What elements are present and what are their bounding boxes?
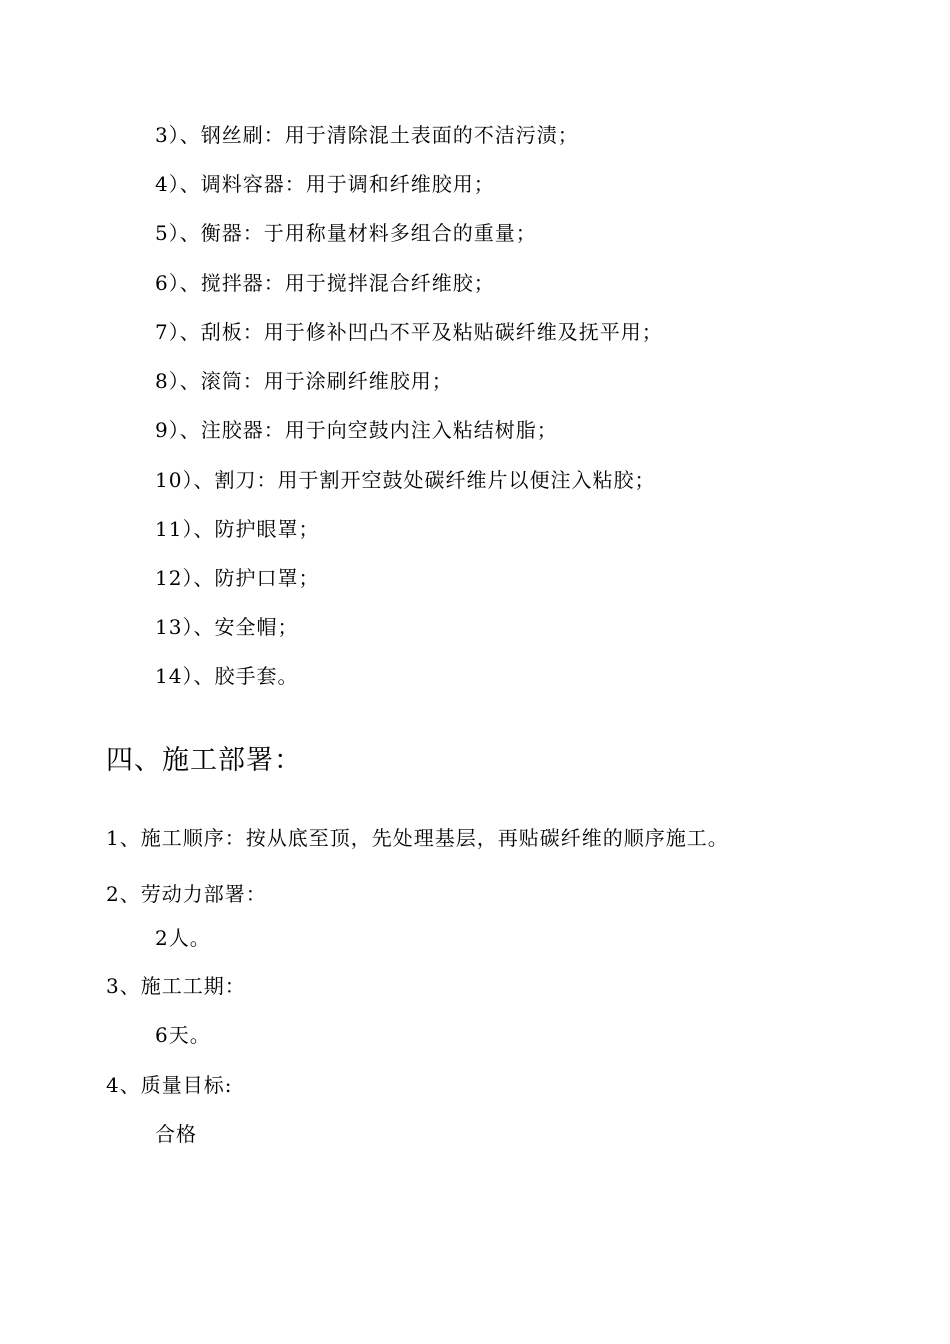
tool-item: 12）、防护口罩； [155,566,320,590]
tool-item: 7）、刮板：用于修补凹凸不平及粘贴碳纤维及抚平用； [155,320,663,344]
deployment-value-quality: 合格 [155,1122,197,1146]
deployment-value-duration: 6天。 [155,1023,211,1047]
deployment-item-duration: 3、施工工期： [106,974,246,998]
tool-item: 6）、搅拌器：用于搅拌混合纤维胶； [155,271,495,295]
deployment-item-labor: 2、劳动力部署： [106,882,267,906]
tool-item: 5）、衡器：于用称量材料多组合的重量； [155,221,537,245]
tool-item: 9）、注胶器：用于向空鼓内注入粘结树脂； [155,418,558,442]
tool-item: 8）、滚筒：用于涂刷纤维胶用； [155,369,453,393]
tool-item: 3）、钢丝刷：用于清除混土表面的不洁污渍； [155,123,579,147]
section-heading: 四、施工部署： [106,745,302,776]
deployment-item-quality: 4、质量目标: [106,1073,233,1097]
tool-item: 13）、安全帽； [155,615,299,639]
tool-item: 11）、防护眼罩； [155,517,320,541]
tool-item: 4）、调料容器：用于调和纤维胶用； [155,172,495,196]
deployment-value-labor: 2人。 [155,926,211,950]
tool-item: 10）、割刀：用于割开空鼓处碳纤维片以便注入粘胶； [155,468,656,492]
tool-item: 14）、胶手套。 [155,664,299,688]
deployment-item-sequence: 1、施工顺序：按从底至顶，先处理基层，再贴碳纤维的顺序施工。 [106,826,729,850]
